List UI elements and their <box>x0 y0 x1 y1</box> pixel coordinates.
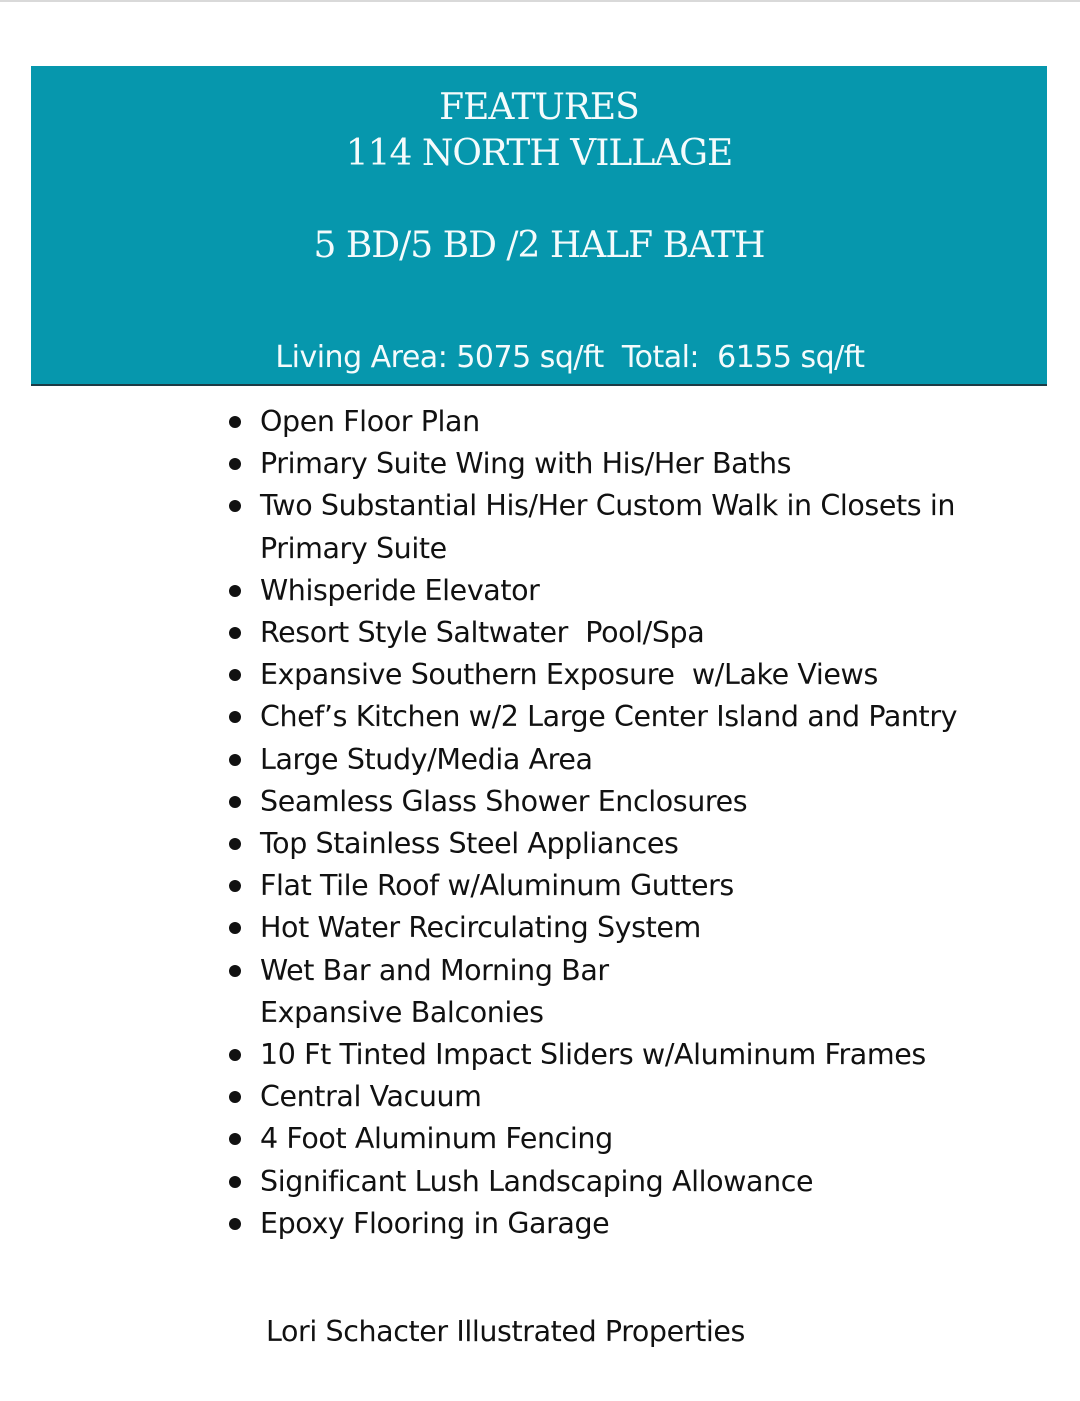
feature-text: Top Stainless Steel Appliances <box>260 827 679 861</box>
feature-item <box>226 781 1046 823</box>
banner-heading: FEATURES <box>439 87 639 128</box>
bullet-icon <box>229 1218 241 1230</box>
bullet-icon <box>229 1049 241 1061</box>
bullet-icon <box>229 754 241 766</box>
feature-item <box>226 1161 1046 1203</box>
feature-item <box>226 696 1046 738</box>
feature-continuation <box>226 528 1046 570</box>
feature-item <box>226 823 1046 865</box>
feature-text: Whisperide Elevator <box>260 573 540 607</box>
feature-item <box>226 739 1046 781</box>
bullet-icon <box>229 627 241 639</box>
feature-text: Resort Style Saltwater Pool/Spa <box>260 616 705 650</box>
feature-item <box>226 1118 1046 1160</box>
feature-item <box>226 950 1046 992</box>
feature-text: Expansive Southern Exposure w/Lake Views <box>260 658 878 692</box>
feature-continuation <box>226 992 1046 1034</box>
feature-text: Flat Tile Roof w/Aluminum Gutters <box>260 869 734 903</box>
feature-text: Epoxy Flooring in Garage <box>260 1206 610 1240</box>
bullet-icon <box>229 1091 241 1103</box>
bullet-icon <box>229 922 241 934</box>
top-divider <box>0 0 1080 2</box>
feature-item <box>226 485 1046 527</box>
features-banner <box>31 66 1047 386</box>
feature-text: Central Vacuum <box>260 1080 482 1114</box>
feature-item <box>226 612 1046 654</box>
feature-text: Chef’s Kitchen w/2 Large Center Island and Pantry <box>260 700 958 734</box>
bullet-icon <box>229 585 241 597</box>
feature-text: 4 Foot Aluminum Fencing <box>260 1122 613 1156</box>
feature-item <box>226 654 1046 696</box>
feature-text: Hot Water Recirculating System <box>260 911 701 945</box>
bullet-icon <box>229 416 241 428</box>
feature-item <box>226 907 1046 949</box>
bullet-icon <box>229 965 241 977</box>
bullet-icon <box>229 1133 241 1145</box>
bullet-icon <box>229 500 241 512</box>
feature-item <box>226 1034 1046 1076</box>
feature-text: Primary Suite Wing with His/Her Baths <box>260 447 792 481</box>
feature-item <box>226 1203 1046 1245</box>
bullet-icon <box>229 458 241 470</box>
bullet-icon <box>229 796 241 808</box>
feature-text: Two Substantial His/Her Custom Walk in Closets in <box>260 489 956 523</box>
feature-text: Expansive Balconies <box>260 995 544 1029</box>
feature-item <box>226 570 1046 612</box>
brokerage-name: Lori Schacter Illustrated Properties <box>266 1315 745 1348</box>
features-list <box>226 401 1046 1245</box>
bullet-icon <box>229 669 241 681</box>
feature-text: 10 Ft Tinted Impact Sliders w/Aluminum Frames <box>260 1038 926 1072</box>
beds-baths: 5 BD/5 BD /2 HALF BATH <box>313 225 765 266</box>
feature-text: Significant Lush Landscaping Allowance <box>260 1164 814 1198</box>
feature-item <box>226 1076 1046 1118</box>
bullet-icon <box>229 838 241 850</box>
bullet-icon <box>229 880 241 892</box>
feature-item <box>226 401 1046 443</box>
feature-text: Primary Suite <box>260 531 447 565</box>
feature-text: Seamless Glass Shower Enclosures <box>260 784 748 818</box>
feature-text: Wet Bar and Morning Bar <box>260 953 609 987</box>
property-address: 114 NORTH VILLAGE <box>345 133 733 174</box>
bullet-icon <box>229 1176 241 1188</box>
feature-text: Open Floor Plan <box>260 405 480 438</box>
living-area: Living Area: 5075 sq/ft Total: 6155 sq/ft <box>275 340 865 375</box>
feature-item <box>226 865 1046 907</box>
bullet-icon <box>229 711 241 723</box>
feature-text: Large Study/Media Area <box>260 742 593 776</box>
feature-item <box>226 443 1046 485</box>
